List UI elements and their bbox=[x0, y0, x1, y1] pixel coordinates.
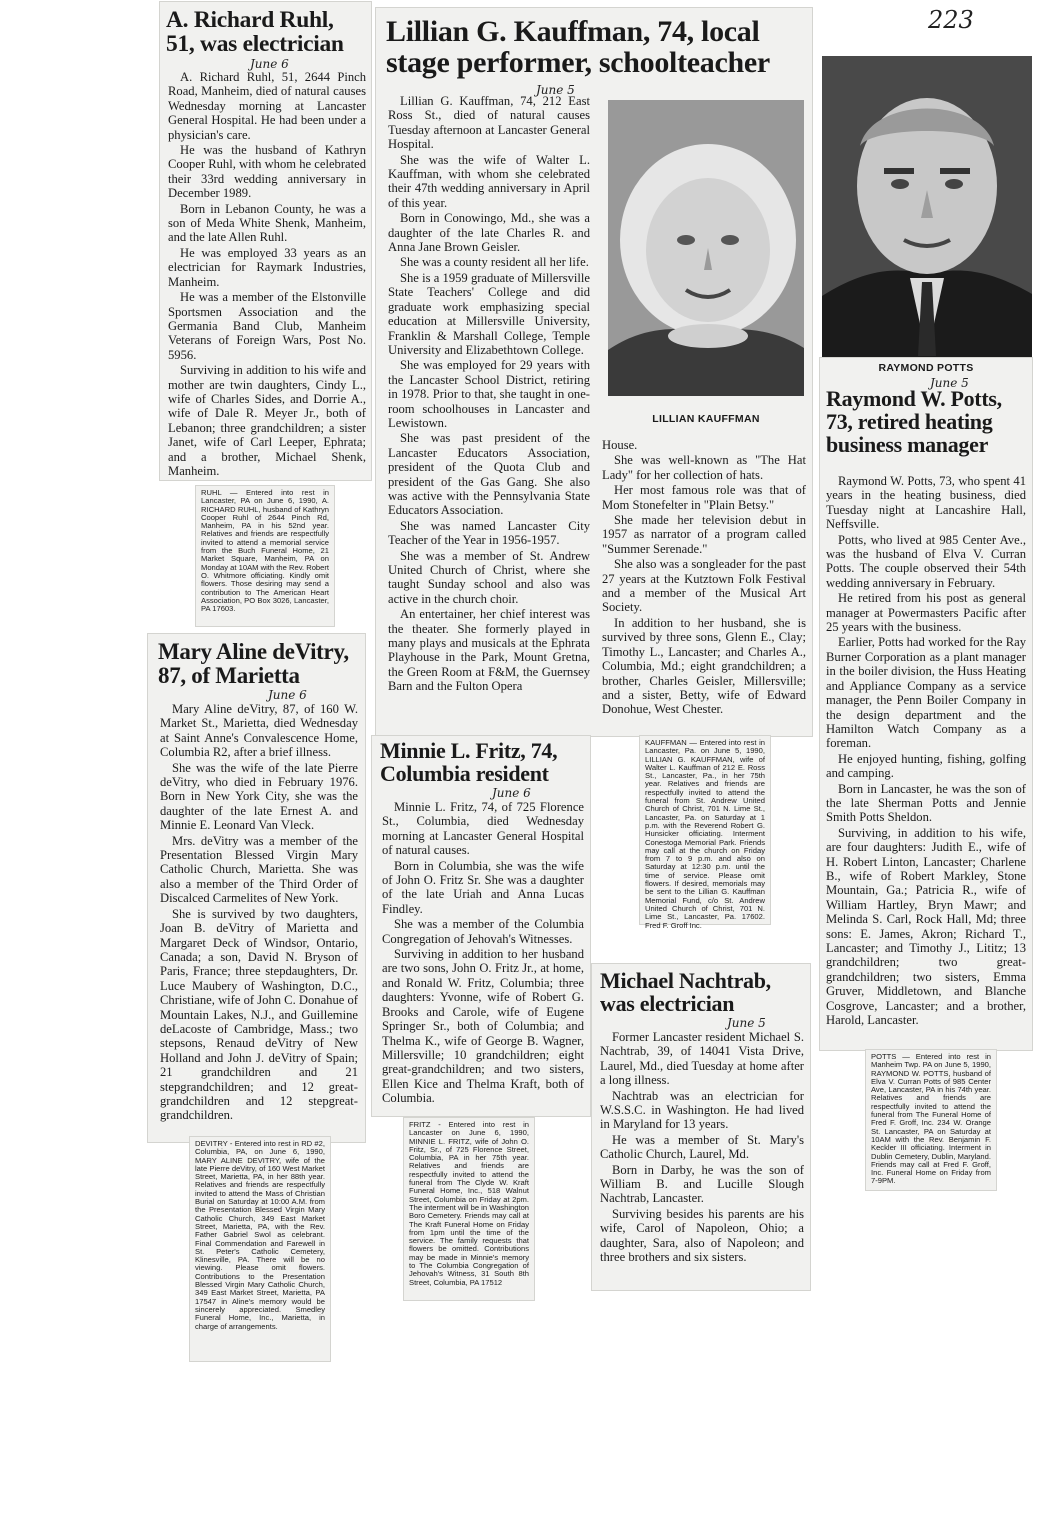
paragraph: She was the wife of Walter L. Kauffman, with whom she celebrated their 47th wedding anniversary in April of this year. bbox=[388, 152, 590, 210]
body-nachtrab bbox=[600, 1030, 804, 1266]
paragraph: Surviving in addition to her husband are two sons, John O. Fritz Jr., at home, and Ronald W. Fritz, Columbia; three daughters: Yvonne, wife of Robert G. Brooks and Carole, wife of Eugene Springer Sr., both of Columbia; and Thelma K., wife of George B. Wagner, Millersville; 10 grandchildren; eight great-grandchildren; and two sisters, Ellen Kice and Thelma Kraft, both of Columbia. bbox=[382, 947, 584, 1106]
headline-ruhl: A. Richard Ruhl, 51, was electrician bbox=[166, 7, 344, 58]
paragraph: She was the wife of the late Pierre deVitry, who died in February 1976. Born in New York City, she was the daughter of the late Ernest A. and Minnie E. Leonard Van Vleck. bbox=[160, 760, 358, 833]
headline-nachtrab: Michael Nachtrab, was electrician bbox=[600, 968, 771, 1016]
paragraph: Born in Lebanon County, he was a son of Meda White Shenk, Manheim, and the late Allen Ruhl. bbox=[168, 201, 366, 245]
paragraph: He was a member of the Elstonville Sportsmen Association and the Germania Band Club, Manheim Veterans of Foreign Wars, Post No. 5956. bbox=[168, 290, 366, 362]
headline-fritz: Minnie L. Fritz, 74, Columbia resident bbox=[380, 738, 558, 786]
paragraph: Surviving, in addition to his wife, are four daughters: Judith E., wife of H. Robert Linton, Lancaster; Charlene B., wife of Robert Markley, Stone Mountain, Ga.; Patricia R., wife of William Hartley, Bryn Mawr; and Melinda S. Carl, Rock Hall, Md; three sons: E. James, Akron; Richard T., Lancaster; and Timothy J., Lititz; 13 grandchildren; two great-grandchildren; two sisters, Emma Gruver, Middletown, and Blanche Cosgrove, Lancaster; and a brother, Harold, Lancaster. bbox=[826, 825, 1026, 1028]
date-note-fritz: June 6 bbox=[492, 786, 531, 800]
paragraph: Born in Conowingo, Md., she was a daughter of the late Charles R. and Anna Jane Brown Geisler. bbox=[388, 211, 590, 255]
body-devitry bbox=[160, 702, 358, 1124]
paragraph: Born in Columbia, she was the wife of John O. Fritz Sr. She was a daughter of the late Uriah and Anna Lucas Findley. bbox=[382, 858, 584, 916]
paragraph: She was well-known as "The Hat Lady" for her collection of hats. bbox=[602, 453, 806, 482]
paragraph: Minnie L. Fritz, 74, of 725 Florence St., Columbia, died Wednesday morning at Lancaster General Hospital of natural causes. bbox=[382, 800, 584, 858]
paragraph: She was past president of the Lancaster Educators Association, president of the Quota Club and president of the Gas Gang. She also was active with the Pennsylvania State Educators Association. bbox=[388, 431, 590, 518]
paragraph: Lillian G. Kauffman, 74, 212 East Ross St., died of natural causes Tuesday afternoon at Lancaster General Hospital. bbox=[388, 94, 590, 152]
body-potts bbox=[826, 474, 1026, 1028]
paragraph: A. Richard Ruhl, 51, 2644 Pinch Road, Manheim, died of natural causes Wednesday morning at Lancaster General Hospital. He had been under a physician's care. bbox=[168, 70, 366, 142]
date-note-nachtrab: June 5 bbox=[727, 1016, 766, 1030]
paragraph: He was a member of St. Mary's Catholic Church, Laurel, Md. bbox=[600, 1132, 804, 1162]
paragraph: She is survived by two daughters, Joan B. deVitry of Marietta and Margaret Deck of Windsor, Ontario, Canada; a son, David N. Bryson of Paris, France; three stepdaughters, Dr. Luce Maubery of Washington, D.C., Christiane, wife of John C. Donahue of Mountain Lakes, N.J., and Guillemine deLacoste of Cambridge, Mass.; two stepsons, Renaud deVitry of New Holland and John J. deVitry of Spain; 21 grandchildren and 21 stepgrandchildren; and 12 great-grandchildren and 12 stepgreat-grandchildren. bbox=[160, 906, 358, 1123]
body-kauffman-right bbox=[602, 438, 806, 718]
photo-caption-kauffman: LILLIAN KAUFFMAN bbox=[652, 413, 760, 425]
date-note-kauffman: June 5 bbox=[536, 83, 575, 97]
date-note-ruhl: June 6 bbox=[250, 57, 289, 71]
obituary-kauffman bbox=[376, 8, 812, 736]
paragraph: An entertainer, her chief interest was the theater. She formerly played in many plays and musicals at the Ephrata Playhouse in the Park, Mount Gretna, the Green Room at F&M, the Guernsey Barn and the Fulton Opera bbox=[388, 607, 590, 694]
paragraph: Earlier, Potts had worked for the Ray Burner Corporation as a plant manager in the boiler division, the Huss Heating and Appliance Company as a service manager, the Penn Boiler Company in the design department and the Hamilton Watch Company as a foreman. bbox=[826, 635, 1026, 751]
body-kauffman-left bbox=[388, 94, 590, 695]
obituary-devitry bbox=[148, 634, 365, 1142]
funeral-notice-devitry: DEVITRY - Entered into rest in RD #2, Columbia, PA, on June 6, 1990, MARY ALINE DEVITRY, wife of the late Pierre deVitry, of 160 West Market Street, Marietta, PA, in her 88th year. Relatives and friends are respectfully invited to attend the Mass of Christian Burial on Saturday at 10:00 A.M. from the Presentation Blessed Virgin Mary Catholic Church, 349 East Market Street, Marietta, PA, with the Rev. Father Gabriel Swol as celebrant. Final Commendation and Farewell in St. Peter's Catholic Cemetery, Klinesville, PA. There will be no viewing. Please omit flowers. Contributions to the Presentation Blessed Virgin Mary Catholic Church, 349 East Market Street, Marietta, PA 17547 in Aline's memory would be sincerely appreciated. Smedley Funeral Home, Inc., Marietta, in charge of arrangements. bbox=[190, 1137, 330, 1361]
funeral-notice-fritz: FRITZ - Entered into rest in Lancaster on June 6, 1990, MINNIE L. FRITZ, wife of John O. Fritz, Sr., of 725 Florence Street, Columbia, PA in her 75th year. Relatives and friends are respectfully invited to attend the funeral from The Clyde W. Kraft Funeral Home, Inc., 518 Walnut Street, Columbia on Friday at 2pm. The interment will be in Washington Boro Cemetery. Friends may call at The Kraft Funeral Home on Friday from 1pm until the time of the service. The family requests that flowers be omitted. Contributions may be made in Minnie's memory to The Columbia Congregation of Jehovah's Witness, 31 South 8th Street, Columbia, PA 17512 bbox=[404, 1118, 534, 1300]
paragraph: She was named Lancaster City Teacher of the Year in 1956-1957. bbox=[388, 518, 590, 548]
portrait-lillian-kauffman bbox=[608, 100, 804, 396]
paragraph: She is a 1959 graduate of Millersville State Teachers' College and did graduate work emphasizing special education at Millersville University, Franklin & Marshall College, Temple University and Elizabethtown College. bbox=[388, 270, 590, 357]
obituary-potts bbox=[820, 358, 1032, 1050]
paragraph: He retired from his post as general manager at Powermasters Pacific after 25 years with the business. bbox=[826, 591, 1026, 635]
paragraph: Nachtrab was an electrician for W.S.S.C. in Washington. He had lived in Maryland for 13 years. bbox=[600, 1088, 804, 1132]
paragraph: Her most famous role was that of Mom Stonefelter in "Plain Betsy." bbox=[602, 483, 806, 512]
paragraph: He was employed 33 years as an electrician for Raymark Industries, Manheim. bbox=[168, 245, 366, 289]
funeral-notice-ruhl: RUHL — Entered into rest in Lancaster, PA on June 6, 1990, A. RICHARD RUHL, husband of Kathryn Cooper Ruhl of 2644 Pinch Rd, Manheim, PA in his 52nd year. Relatives and friends are respectfully invited to attend a memorial service from the Buch Funeral Home, 21 Market Square, Manheim, PA on Monday at 10AM with the Rev. Robert O. Whitmore officiating. Kindly omit flowers. Those desiring may send a contribution to The American Heart Association, PO Box 3026, Lancaster, PA 17603. bbox=[196, 486, 334, 626]
photo-caption-potts: RAYMOND POTTS bbox=[878, 362, 974, 374]
paragraph: Born in Darby, he was the son of William B. and Lucille Slough Nachtrab, Lancaster. bbox=[600, 1162, 804, 1206]
paragraph: Surviving in addition to his wife and mother are twin daughters, Cindy L., wife of Charles Sides, and Dorrie A., wife of Dale R. Meyer Jr., both of Lebanon; three grandchildren; a sister Janet, wife of Carl Leeper, Ephrata; and a brother, Michael Shenk, Manheim. bbox=[168, 363, 366, 478]
page-number: 223 bbox=[928, 6, 974, 34]
headline-kauffman: Lillian G. Kauffman, 74, local stage performer, schoolteacher bbox=[386, 15, 770, 80]
paragraph: In addition to her husband, she is survived by three sons, Glenn E., Clay; Timothy L., Lancaster; and Charles A., Columbia, Md.; eight grandchildren; a brother, Charles Geisler, Millersville; and a sister, Betty, wife of Edward Donohue, West Chester. bbox=[602, 615, 806, 717]
paragraph: He was the husband of Kathryn Cooper Ruhl, with whom he celebrated their 33rd wedding anniversary in December 1989. bbox=[168, 143, 366, 201]
paragraph: She was a member of the Columbia Congregation of Jehovah's Witnesses. bbox=[382, 917, 584, 946]
funeral-notice-kauffman: KAUFFMAN — Entered into rest in Lancaster, Pa. on June 5, 1990, LILLIAN G. KAUFFMAN, wife of Walter L. Kauffman of 212 E. Ross St., Lancaster, Pa., in her 75th year. Relatives and friends are respectfully invited to attend the funeral from St. Andrew United Church of Christ, 701 N. Lime St., Lancaster, Pa. on Saturday at 1 p.m. with the Reverend Robert G. Hunsicker officiating. Interment Conestoga Memorial Park. Friends may call at the church on Friday from 7 to 9 p.m. and also on Saturday at 12:30 p.m. until the time of service. Please omit flowers. If desired, memorials may be sent to the Lillian G. Kauffman Memorial Fund, c/o St. Andrew United Church of Christ, 701 N. Lime St., Lancaster, Pa. 17602. Fred F. Groff Inc. bbox=[640, 736, 770, 924]
paragraph: She was a county resident all her life. bbox=[400, 255, 589, 270]
body-fritz bbox=[382, 800, 584, 1107]
paragraph: He enjoyed hunting, fishing, golfing and camping. bbox=[826, 751, 1026, 781]
portrait-raymond-potts bbox=[822, 56, 1032, 358]
funeral-notice-potts: POTTS — Entered into rest in Manheim Twp. PA on June 5, 1990, RAYMOND W. POTTS, husband of Elva V. Curran Potts of 985 Center Ave, Lancaster, PA in his 74th year. Relatives and friends are respectfully invited to attend the funeral from The Funeral Home of Fred F. Groff, Inc. 234 W. Orange St. Lancaster, PA on Saturday at 10AM with the Rev. Benjamin F. Keckler III officiating. Interment in Dublin Cemetery, Dublin, Maryland. Friends may call at Fred F. Groff, Inc. Funeral Home on Friday from 7-9PM. bbox=[866, 1050, 996, 1190]
paragraph: Potts, who lived at 985 Center Ave., was the husband of Elva V. Curran Potts. The couple observed their 54th wedding anniversary in February. bbox=[826, 532, 1026, 590]
headline-potts: Raymond W. Potts, 73, retired heating business manager bbox=[826, 386, 1002, 457]
paragraph: Raymond W. Potts, 73, who spent 41 years in the heating business, died Tuesday night at Lancashire Hall, Neffsville. bbox=[826, 474, 1026, 532]
paragraph: Former Lancaster resident Michael S. Nachtrab, 39, of 14041 Vista Drive, Laurel, Md., died Tuesday at home after a long illness. bbox=[600, 1030, 804, 1088]
paragraph: House. bbox=[602, 438, 638, 452]
paragraph: Mary Aline deVitry, 87, of 160 W. Market St., Marietta, died Wednesday at Saint Anne's Convalescence Home, Columbia R2, after a brief illness. bbox=[160, 702, 358, 760]
obituary-nachtrab bbox=[592, 964, 810, 1290]
date-note-devitry: June 6 bbox=[268, 688, 307, 702]
paragraph: She also was a songleader for the past 27 years at the Kutztown Folk Festival and a member of the Musical Art Society. bbox=[602, 557, 806, 615]
headline-devitry: Mary Aline deVitry, 87, of Marietta bbox=[158, 639, 349, 688]
paragraph: Mrs. deVitry was a member of the Presentation Blessed Virgin Mary Catholic Church, Marietta. She was also a member of the Third Order of Discalced Carmelites of New York. bbox=[160, 833, 358, 906]
paragraph: She was a member of St. Andrew United Church of Christ, where she taught Sunday school and also was active in the church choir. bbox=[388, 548, 590, 606]
body-ruhl bbox=[168, 70, 366, 479]
obituary-ruhl bbox=[160, 2, 371, 480]
paragraph: She made her television debut in 1957 as narrator of a program called "Summer Serenade." bbox=[602, 513, 806, 556]
date-note-potts: June 5 bbox=[930, 376, 969, 390]
paragraph: Surviving besides his parents are his wife, Carol of Napoleon, Ohio; a daughter, Sara, also of Napoleon; and three brothers and six sisters. bbox=[600, 1206, 804, 1265]
paragraph: She was employed for 29 years with the Lancaster School District, retiring in 1978. Prior to that, she taught in one-room schoolhouses in Lancaster and Lewistown. bbox=[388, 358, 590, 430]
paragraph: Born in Lancaster, he was the son of the late Sherman Potts and Jennie Smith Potts Sheldon. bbox=[826, 781, 1026, 825]
obituary-fritz bbox=[372, 736, 590, 1116]
